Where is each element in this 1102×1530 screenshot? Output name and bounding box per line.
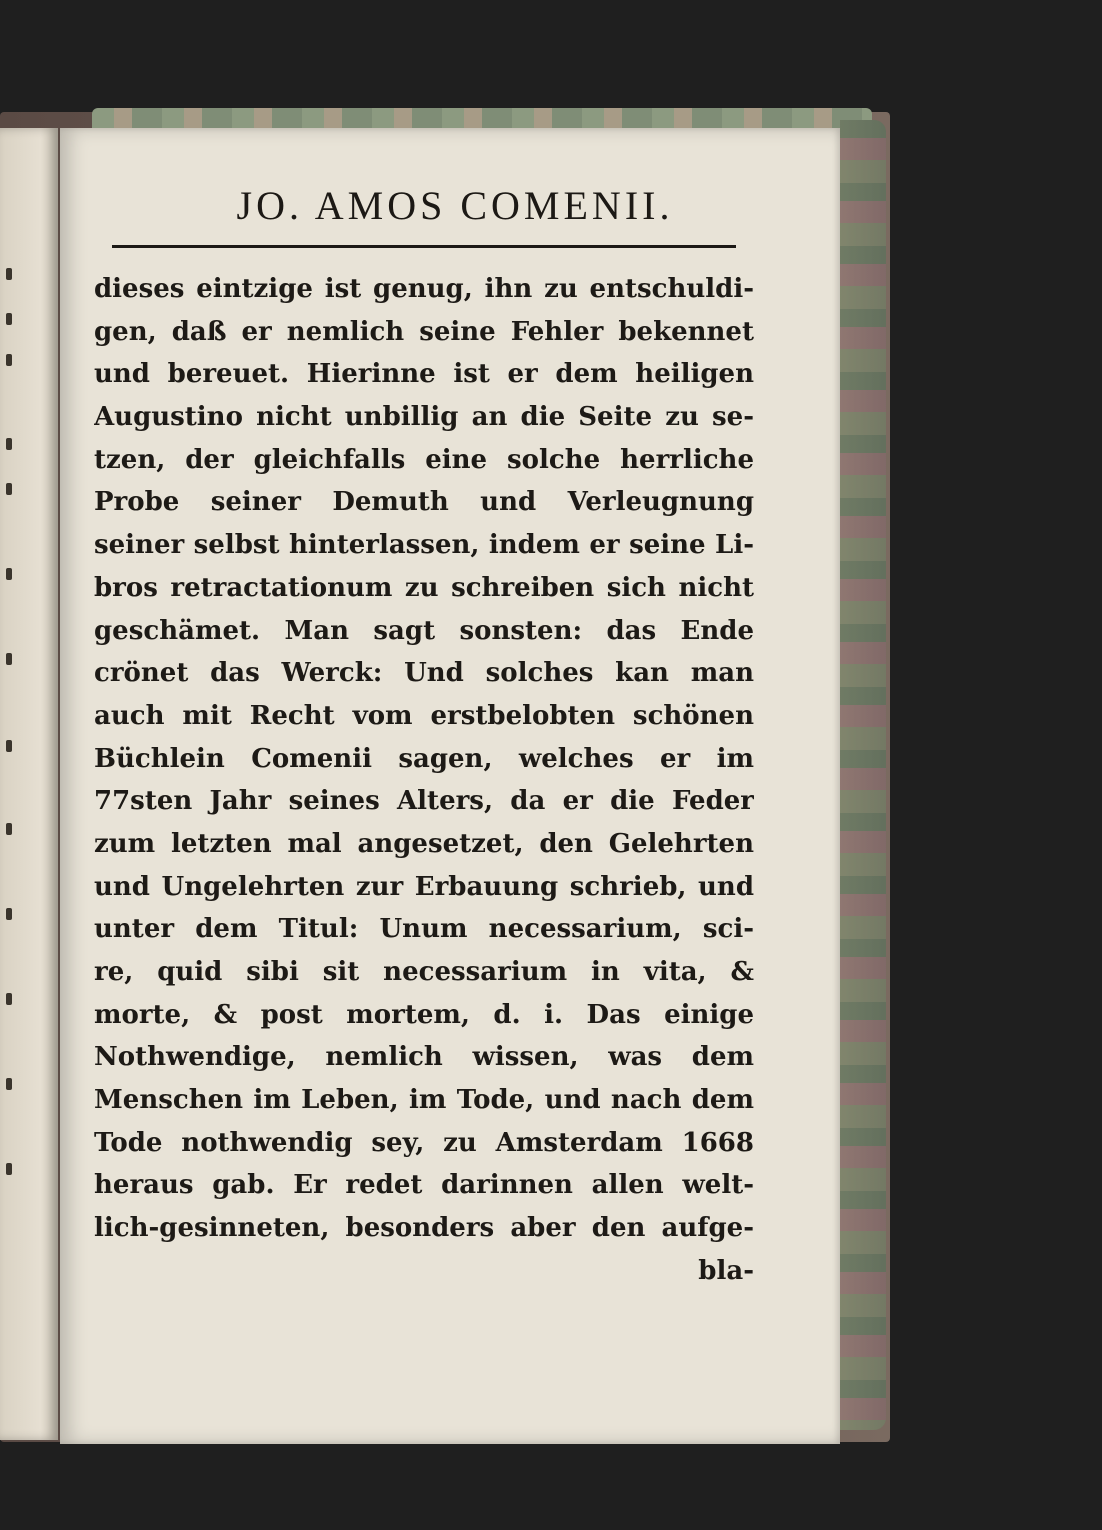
catchword: bla-: [698, 1255, 754, 1286]
left-page-edge: [0, 128, 58, 1440]
text-line: bros retractationum zu schreiben sich nicht: [94, 572, 754, 603]
text-line: Büchlein Comenii sagen, welches er im: [94, 743, 754, 774]
text-line: Tode nothwendig sey, zu Amsterdam 1668: [94, 1127, 754, 1158]
text-line: Probe seiner Demuth und Verleugnung: [94, 487, 754, 518]
left-page-letter-fragment: [6, 823, 12, 835]
left-page-letter-fragment: [6, 653, 12, 665]
header-rule: [112, 245, 736, 248]
text-line: gen, daß er nemlich seine Fehler bekennet: [94, 316, 754, 347]
left-page-letter-fragment: [6, 268, 12, 280]
book-page: [60, 128, 840, 1444]
left-page-letter-fragment: [6, 568, 12, 580]
text-line: und Ungelehrten zur Erbauung schrieb, und: [94, 871, 754, 902]
text-line: und bereuet. Hierinne ist er dem heiligen: [94, 359, 754, 390]
text-line: Menschen im Leben, im Tode, und nach dem: [94, 1085, 754, 1116]
text-line: Nothwendige, nemlich wissen, was dem: [94, 1042, 754, 1073]
left-page-letter-fragment: [6, 1163, 12, 1175]
left-page-letter-fragment: [6, 483, 12, 495]
text-line: morte, & post mortem, d. i. Das einige: [94, 999, 754, 1030]
body-text: [94, 268, 754, 1293]
text-line: dieses eintzige ist genug, ihn zu entschuldi-: [94, 274, 754, 304]
text-line: unter dem Titul: Unum necessarium, sci-: [94, 914, 754, 945]
text-line: zum letzten mal angesetzet, den Gelehrten: [94, 828, 754, 859]
text-line: Augustino nicht unbillig an die Seite zu se-: [94, 402, 754, 433]
left-page-letter-fragment: [6, 354, 12, 366]
left-page-letter-fragment: [6, 993, 12, 1005]
text-line: auch mit Recht vom erstbelobten schönen: [94, 700, 754, 731]
text-line: re, quid sibi sit necessarium in vita, &: [94, 957, 754, 987]
left-page-letter-fragment: [6, 1078, 12, 1090]
left-page-letter-fragment: [6, 313, 12, 325]
text-line: tzen, der gleichfalls eine solche herrliche: [94, 444, 754, 475]
text-line: lich-gesinneten, besonders aber den aufge-: [94, 1213, 754, 1244]
left-page-letter-fragment: [6, 740, 12, 752]
left-page-letter-fragment: [6, 908, 12, 920]
running-head: JO. AMOS COMENII.: [236, 183, 674, 228]
text-line: heraus gab. Er redet darinnen allen welt-: [94, 1170, 754, 1201]
text-line: 77sten Jahr seines Alters, da er die Feder: [94, 786, 754, 817]
text-line: crönet das Werck: Und solches kan man: [94, 658, 754, 689]
left-page-letter-fragment: [6, 438, 12, 450]
text-line: seiner selbst hinterlassen, indem er seine Li-: [94, 530, 754, 561]
text-line: geschämet. Man sagt sonsten: das Ende: [94, 615, 754, 646]
book-fore-edge: [840, 120, 886, 1430]
